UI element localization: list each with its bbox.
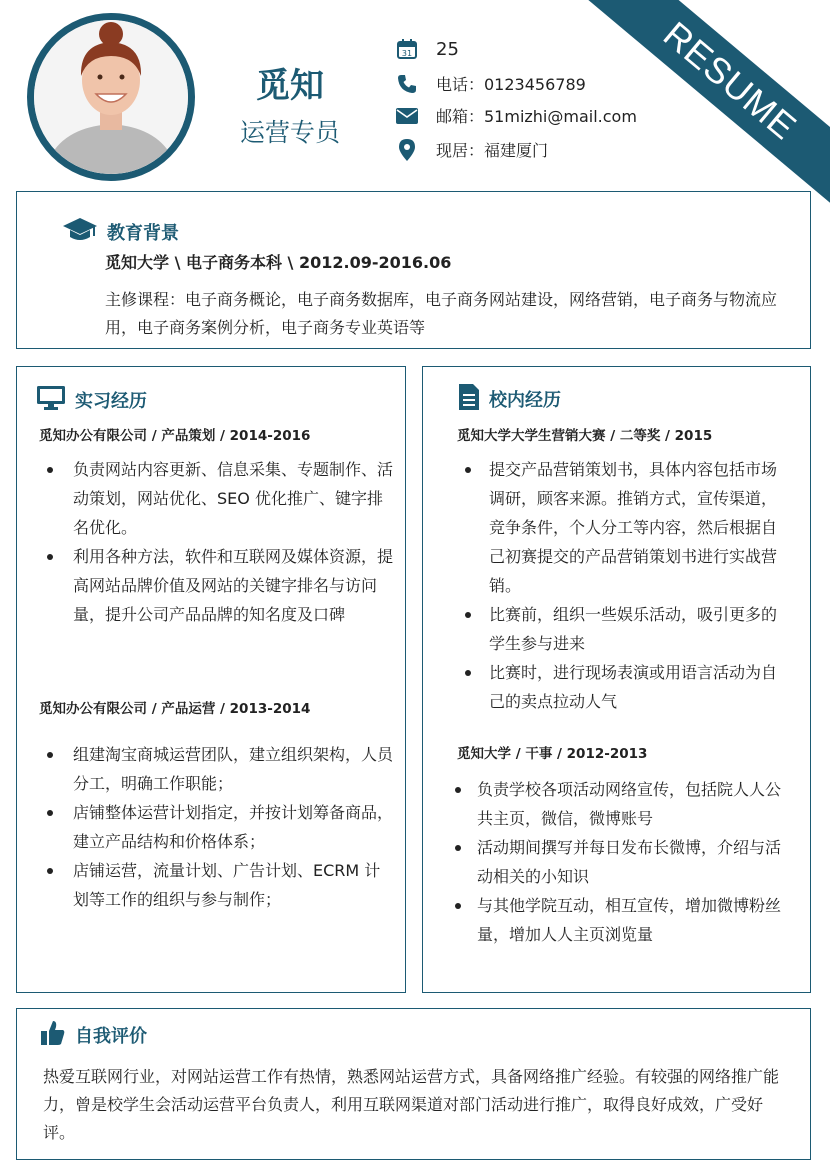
- location-row: [396, 138, 696, 161]
- list-item: 与其他学院互动，相互宣传，增加微博粉丝量，增加人人主页浏览量: [447, 891, 787, 949]
- self-evaluation-section: [16, 1008, 811, 1160]
- internship-section: [16, 366, 406, 993]
- list-item: 活动期间撰写并每日发布长微博，介绍与活动相关的小知识: [447, 833, 787, 891]
- self-evaluation-text: 热爱互联网行业，对网站运营工作有热情，熟悉网站运营方式，具备网络推广经验。有较强的网络推广能力，曾是校学生会活动运营平台负责人，利用互联网渠道对部门活动进行推广，取得良好成效，广受好评。: [43, 1067, 780, 1142]
- list-item: 提交产品营销策划书，具体内容包括市场调研，顾客来源。推销方式，宣传渠道，竞争条件，个人分工等内容，然后根据自己初赛提交的产品营销策划书进行实战营销。: [457, 455, 781, 600]
- campus-job-2-list: [447, 775, 787, 949]
- list-item: 比赛时，进行现场表演或用语言活动为自己的卖点拉动人气: [457, 658, 781, 716]
- phone-text: 电话：0123456789: [436, 75, 586, 94]
- location-icon: [396, 139, 418, 161]
- location-text: 现居：福建厦门: [436, 141, 549, 160]
- graduation-cap-icon: [63, 218, 97, 246]
- age-row: [396, 38, 696, 60]
- phone-icon: [396, 73, 418, 95]
- campus-title: 校内经历: [489, 390, 561, 411]
- phone-row: [396, 72, 696, 95]
- resume-ribbon-label: RESUME: [570, 0, 830, 220]
- education-section: [16, 191, 811, 349]
- list-item: 负责学校各项活动网络宣传，包括院人人公共主页，微信，微博账号: [447, 775, 787, 833]
- internship-job-2-list: [39, 740, 394, 914]
- campus-section: [422, 366, 811, 993]
- age-text: 25: [436, 38, 459, 60]
- email-row: [396, 104, 696, 127]
- list-item: 比赛前，组织一些娱乐活动，吸引更多的学生参与进来: [457, 600, 781, 658]
- campus-job-1-list: [457, 455, 781, 716]
- thumbs-up-icon: [41, 1021, 65, 1049]
- portrait-image: [34, 20, 188, 174]
- internship-job-2-head: 觅知办公有限公司 / 产品运营 / 2013-2014: [39, 701, 311, 717]
- list-item: 组建淘宝商城运营团队，建立组织架构，人员分工，明确工作职能；: [39, 740, 394, 798]
- education-line: 觅知大学 \ 电子商务本科 \ 2012.09-2016.06: [105, 253, 452, 272]
- campus-job-2-head: 觅知大学 / 干事 / 2012-2013: [457, 746, 648, 762]
- candidate-name: 觅知: [256, 66, 324, 106]
- campus-job-1-head: 觅知大学大学生营销大赛 / 二等奖 / 2015: [457, 428, 713, 444]
- internship-job-1-list: [39, 455, 394, 629]
- avatar: [27, 13, 195, 181]
- calendar-icon: [396, 38, 418, 60]
- self-evaluation-title: 自我评价: [75, 1026, 147, 1047]
- monitor-icon: [37, 386, 65, 414]
- job-title: 运营专员: [239, 118, 340, 147]
- email-text: 邮箱：51mizhi@mail.com: [436, 107, 637, 126]
- list-item: 店铺整体运营计划指定，并按计划筹备商品，建立产品结构和价格体系；: [39, 798, 394, 856]
- mail-icon: [396, 105, 418, 127]
- list-item: 店铺运营，流量计划、广告计划、ECRM 计划等工作的组织与参与制作；: [39, 856, 394, 914]
- internship-title: 实习经历: [75, 391, 147, 412]
- list-item: 利用各种方法，软件和互联网及媒体资源，提高网站品牌价值及网站的关键字排名与访问量，提升公司产品品牌的知名度及口碑: [39, 542, 394, 629]
- education-courses: 主修课程：电子商务概论，电子商务数据库，电子商务网站建设，网络营销，电子商务与物流应用，电子商务案例分析，电子商务专业英语等: [105, 290, 778, 337]
- internship-job-1-head: 觅知办公有限公司 / 产品策划 / 2014-2016: [39, 428, 311, 444]
- svg-text:31: 31: [401, 49, 413, 58]
- list-item: 负责网站内容更新、信息采集、专题制作、活动策划，网站优化、SEO 优化推广、键字排名优化。: [39, 455, 394, 542]
- education-title: 教育背景: [107, 223, 179, 244]
- document-icon: [459, 384, 479, 414]
